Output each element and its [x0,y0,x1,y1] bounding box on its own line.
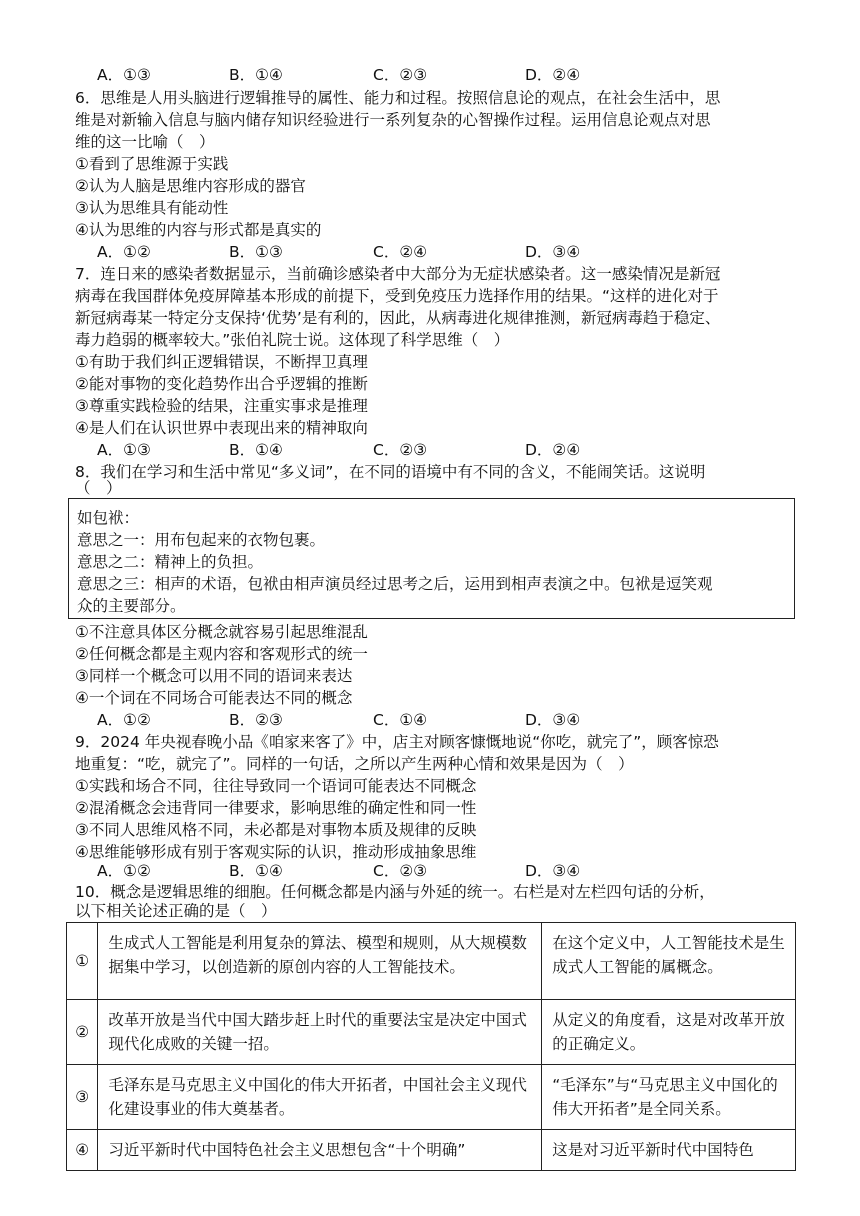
q6-item: ①看到了思维源于实践 [75,155,229,173]
q6-stem-line: 维的这一比喻（ ） [75,133,215,151]
analysis-cell: 从定义的角度看，这是对改革开放的正确定义。 [542,1000,796,1065]
q9-item: ①实践和场合不同，往往导致同一个语词可能表达不同概念 [75,777,477,795]
q10-stem-line: 以下相关论述正确的是（ ） [75,902,277,920]
row-number: ③ [67,1065,98,1130]
row-number: ① [67,923,98,1000]
q8-option-b[interactable]: B．②③ [229,711,283,729]
q6-stem-line: 6．思维是人用头脑进行逻辑推导的属性、能力和过程。按照信息论的观点，在社会生活中，思 [75,89,721,107]
statement-cell: 生成式人工智能是利用复杂的算法、模型和规则，从大规模数据集中学习，以创造新的原创内容的人工智能技术。 [98,923,542,1000]
analysis-cell: “毛泽东”与“马克思主义中国化的伟大开拓者”是全同关系。 [542,1065,796,1130]
row-number: ④ [67,1130,98,1171]
q7-option-d[interactable]: D．②④ [525,441,581,459]
q7-stem-line: 病毒在我国群体免疫屏障基本形成的前提下，受到免疫压力选择作用的结果。“这样的进化对于 [75,287,719,305]
q6-option-b[interactable]: B．①③ [229,243,283,261]
q9-option-a[interactable]: A．①② [97,862,151,880]
q7-item: ①有助于我们纠正逻辑错误，不断捍卫真理 [75,353,368,371]
q9-option-b[interactable]: B．①④ [229,862,283,880]
q7-item: ④是人们在认识世界中表现出来的精神取向 [75,419,368,437]
q9-item: ②混淆概念会违背同一律要求，影响思维的确定性和同一性 [75,799,477,817]
q9-item: ③不同人思维风格不同，未必都是对事物本质及规律的反映 [75,821,477,839]
q7-stem-line: 毒力趋弱的概率较大。”张伯礼院士说。这体现了科学思维（ ） [75,331,510,349]
q5-option-a[interactable]: A．①③ [97,66,151,84]
q8-box-line: 如包袱： [77,509,140,527]
q5-option-c[interactable]: C．②③ [373,66,428,84]
q6-option-c[interactable]: C．②④ [373,243,428,261]
q6-item: ②认为人脑是思维内容形成的器官 [75,177,306,195]
q7-stem-line: 新冠病毒某一特定分支保持‘优势’是有利的，因此，从病毒进化规律推测，新冠病毒趋于稳定、 [75,309,721,327]
row-number: ② [67,1000,98,1065]
table-row [67,923,796,1000]
q5-option-d[interactable]: D．②④ [525,66,581,84]
q5-option-b[interactable]: B．①④ [229,66,283,84]
q8-box-line: 意思之一：用布包起来的衣物包裹。 [77,531,326,549]
analysis-cell: 这是对习近平新时代中国特色 [542,1130,796,1171]
statement-cell: 毛泽东是马克思主义中国化的伟大开拓者，中国社会主义现代化建设事业的伟大奠基者。 [98,1065,542,1130]
q8-stem-line: （ ） [75,479,122,497]
table-row [67,1065,796,1130]
q8-box-line: 意思之二：精神上的负担。 [77,553,264,571]
q8-item: ②任何概念都是主观内容和客观形式的统一 [75,645,368,663]
q10-stem-line: 10．概念是逻辑思维的细胞。任何概念都是内涵与外延的统一。右栏是对左栏四句话的分析， [75,883,715,901]
q9-item: ④思维能够形成有别于客观实际的认识，推动形成抽象思维 [75,843,477,861]
q8-box-line: 众的主要部分。 [77,597,186,615]
q7-item: ②能对事物的变化趋势作出合乎逻辑的推断 [75,375,368,393]
table-row [67,1130,796,1171]
q8-item: ①不注意具体区分概念就容易引起思维混乱 [75,623,368,641]
q9-option-d[interactable]: D．③④ [525,862,581,880]
q8-option-d[interactable]: D．③④ [525,711,581,729]
q8-item: ④一个词在不同场合可能表达不同的概念 [75,689,353,707]
q8-stem-line: 8．我们在学习和生活中常见“多义词”，在不同的语境中有不同的含义，不能闹笑话。这说明 [75,463,706,481]
q6-option-a[interactable]: A．①② [97,243,151,261]
q7-item: ③尊重实践检验的结果，注重实事求是推理 [75,397,368,415]
q8-option-a[interactable]: A．①② [97,711,151,729]
statement-cell: 习近平新时代中国特色社会主义思想包含“十个明确” [98,1130,542,1171]
analysis-cell: 在这个定义中，人工智能技术是生成式人工智能的属概念。 [542,923,796,1000]
q9-option-c[interactable]: C．②③ [373,862,428,880]
q10-table [66,922,796,1171]
q8-option-c[interactable]: C．①④ [373,711,428,729]
q8-box-line: 意思之三：相声的术语，包袱由相声演员经过思考之后，运用到相声表演之中。包袱是逗笑观 [77,575,713,593]
statement-cell: 改革开放是当代中国大踏步赶上时代的重要法宝是决定中国式现代化成败的关键一招。 [98,1000,542,1065]
q8-item: ③同样一个概念可以用不同的语词来表达 [75,667,353,685]
q7-option-b[interactable]: B．①④ [229,441,283,459]
table-row [67,1000,796,1065]
q7-option-c[interactable]: C．②③ [373,441,428,459]
q6-item: ③认为思维具有能动性 [75,199,229,217]
q9-stem-line: 地重复：“吃，就完了”。同样的一句话，之所以产生两种心情和效果是因为（ ） [75,755,634,773]
q9-stem-line: 9．2024 年央视春晚小品《咱家来客了》中，店主对顾客慷慨地说“你吃，就完了”，顾客惊恐 [75,733,719,751]
q6-option-d[interactable]: D．③④ [525,243,581,261]
q7-stem-line: 7．连日来的感染者数据显示，当前确诊感染者中大部分为无症状感染者。这一感染情况是新冠 [75,265,721,283]
q6-item: ④认为思维的内容与形式都是真实的 [75,221,322,239]
q7-option-a[interactable]: A．①③ [97,441,151,459]
q8-material-box [68,498,795,619]
q6-stem-line: 维是对新输入信息与脑内储存知识经验进行一系列复杂的心智操作过程。运用信息论观点对思 [75,111,711,129]
